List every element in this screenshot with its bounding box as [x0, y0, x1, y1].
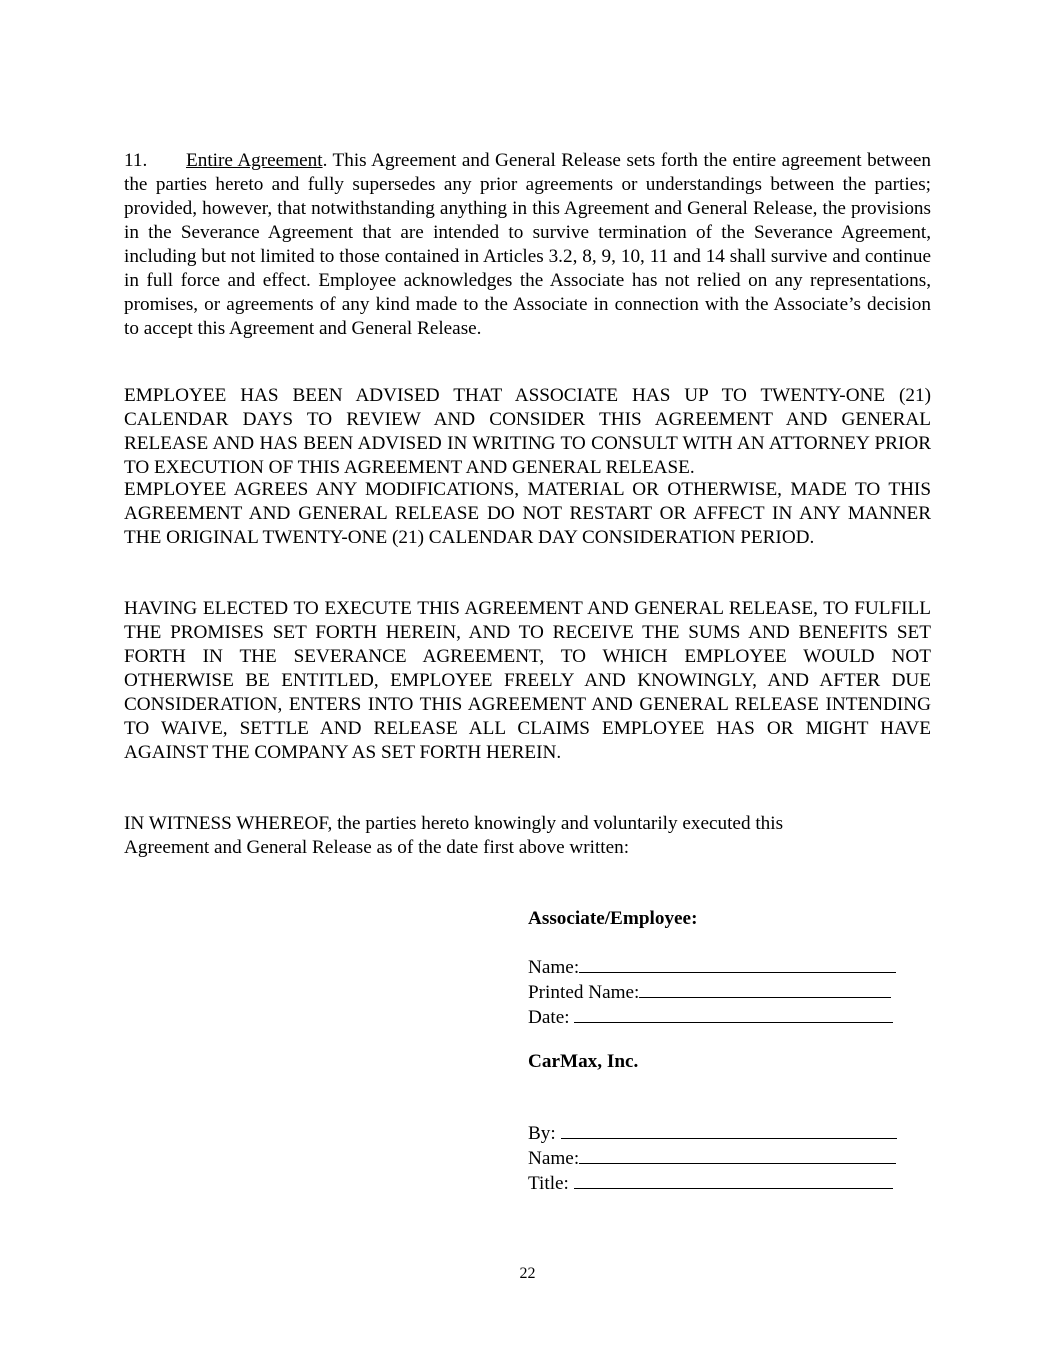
notice-modifications: EMPLOYEE AGREES ANY MODIFICATIONS, MATERIAL OR OTHERWISE, MADE TO THIS AGREEMENT AND GENERAL RELEASE DO NOT RESTART OR AFFECT IN ANY MANNER THE ORIGINAL TWENTY-ONE (21) CALENDAR DAY CONSIDERATION PERIOD.	[124, 479, 931, 548]
page-number: 22	[519, 1265, 536, 1282]
employee-date-line	[528, 1005, 908, 1030]
employee-date-label: Date:	[528, 1007, 575, 1028]
employee-printed-name-blank[interactable]	[639, 980, 891, 998]
company-title-blank[interactable]	[574, 1171, 893, 1189]
employee-signature-block	[528, 955, 908, 1030]
employee-name-line	[528, 955, 908, 980]
company-name-blank[interactable]	[579, 1146, 896, 1164]
notice-review-period: EMPLOYEE HAS BEEN ADVISED THAT ASSOCIATE HAS UP TO TWENTY-ONE (21) CALENDAR DAYS TO REVIEW AND CONSIDER THIS AGREEMENT AND GENERAL RELEASE AND HAS BEEN ADVISED IN WRITING TO CONSULT WITH AN ATTORNEY PRIOR TO EXECUTION OF THIS AGREEMENT AND GENERAL RELEASE.	[124, 385, 931, 478]
section-heading: Entire Agreement	[186, 150, 323, 171]
employee-name-blank[interactable]	[579, 955, 896, 973]
notice-election: HAVING ELECTED TO EXECUTE THIS AGREEMENT AND GENERAL RELEASE, TO FULFILL THE PROMISES SET FORTH HEREIN, AND TO RECEIVE THE SUMS AND BENEFITS SET FORTH IN THE SEVERANCE AGREEMENT, TO WHICH EMPLOYEE WOULD NOT OTHERWISE BE ENTITLED, EMPLOYEE FREELY AND KNOWINGLY, AND AFTER DUE CONSIDERATION, ENTERS INTO THIS AGREEMENT AND GENERAL RELEASE INTENDING TO WAIVE, SETTLE AND RELEASE ALL CLAIMS EMPLOYEE HAS OR MIGHT HAVE AGAINST THE COMPANY AS SET FORTH HEREIN.	[124, 598, 931, 763]
company-signature-block	[528, 1121, 908, 1196]
company-name-label: Name:	[528, 1148, 580, 1169]
company-by-label: By:	[528, 1123, 561, 1144]
section-11-paragraph	[124, 149, 931, 341]
company-name-line	[528, 1146, 908, 1171]
company-title-line	[528, 1171, 908, 1196]
section-body: . This Agreement and General Release sets forth the entire agreement between the parties hereto and fully supersedes any prior agreements or understandings between the parties; provided, however, that notwithstanding anything in this Agreement and General Release, the provisions in the Severance Agreement that are intended to survive termination of the Severance Agreement, including but not limited to those contained in Articles 3.2, 8, 9, 10, 11 and 14 shall survive and continue in full force and effect. Employee acknowledges the Associate has not relied on any representations, promises, or agreements of any kind made to the Associate in connection with the Associate’s decision to accept this Agreement and General Release.	[124, 150, 931, 339]
employee-name-label: Name:	[528, 957, 580, 978]
witness-line-1: IN WITNESS WHEREOF, the parties hereto knowingly and voluntarily executed this	[124, 813, 784, 834]
employee-printed-name-line	[528, 980, 908, 1005]
witness-line-2: Agreement and General Release as of the date first above written:	[124, 837, 630, 858]
company-signature-heading: CarMax, Inc.	[528, 1051, 639, 1072]
section-number: 11.	[124, 150, 148, 171]
company-title-label: Title:	[528, 1173, 574, 1194]
employee-signature-heading: Associate/Employee:	[528, 908, 698, 929]
employee-printed-name-label: Printed Name:	[528, 982, 640, 1003]
company-by-line	[528, 1121, 908, 1146]
employee-date-blank[interactable]	[574, 1005, 893, 1023]
company-by-blank[interactable]	[561, 1121, 897, 1139]
witness-clause	[124, 812, 931, 860]
